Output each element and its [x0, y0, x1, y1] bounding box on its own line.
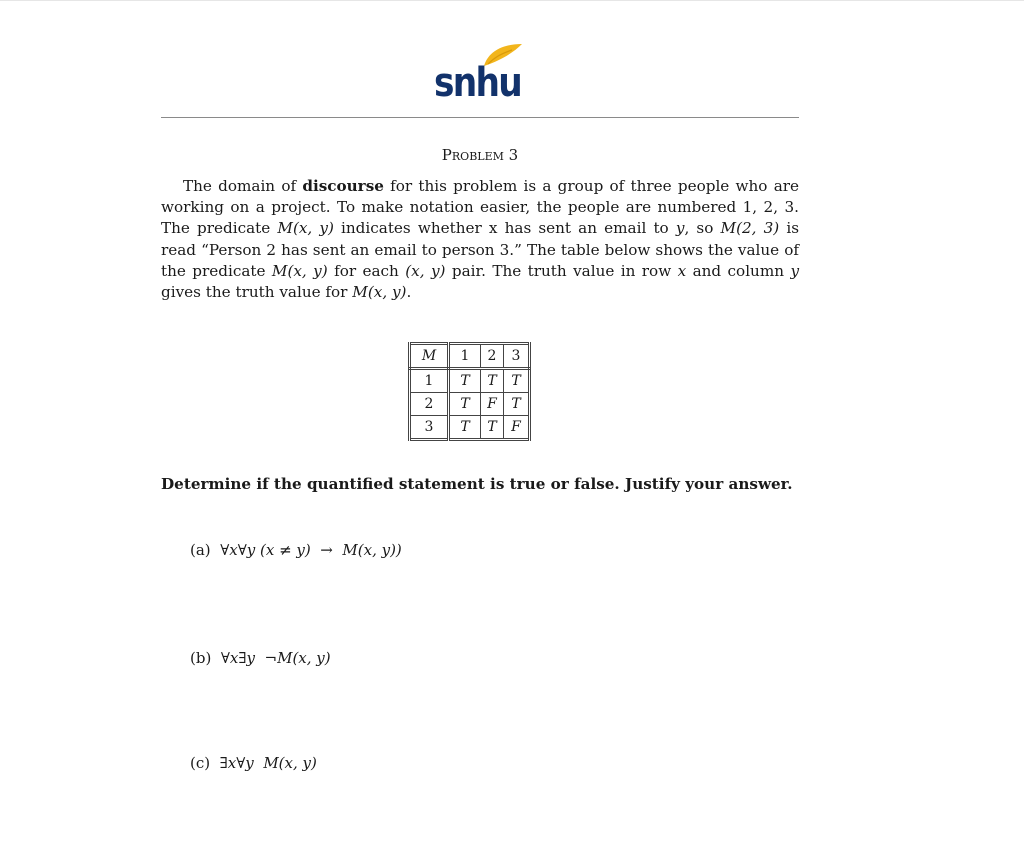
- math-expression: (x, y): [405, 261, 446, 280]
- column-header: 1: [449, 344, 481, 369]
- table-cell: T: [449, 416, 481, 440]
- instruction-text: Determine if the quantified statement is true or false. Justify your answer.: [161, 475, 793, 493]
- table-cell: T: [449, 369, 481, 393]
- discourse-term: discourse: [302, 177, 384, 195]
- table-cell: T: [481, 416, 504, 440]
- table-cell: F: [481, 393, 504, 416]
- math-expression: y: [675, 219, 685, 238]
- table-cell: T: [504, 369, 530, 393]
- table-cell: T: [449, 393, 481, 416]
- table-cell: T: [481, 369, 504, 393]
- problem-heading-word: Problem: [441, 146, 504, 164]
- table-cell: T: [504, 393, 530, 416]
- math-expression: M(2, 3): [720, 219, 780, 238]
- row-header: 3: [410, 416, 449, 440]
- part-label: (a): [190, 541, 211, 559]
- part-label: (b): [190, 649, 212, 667]
- part-a: [190, 541, 402, 559]
- header-rule: [161, 117, 799, 118]
- table-row: [410, 393, 530, 416]
- problem-description: The domain of discourse for this problem is a group of three people who are working on a project. To make notation easier, the people are numbered 1, 2, 3. The predicate M(x, y) indicates whether x has sent an email to y, so M(2, 3) is read “Person 2 has sent an email to person 3.” The table below shows the value of the predicate M(x, y) for each (x, y) pair. The truth value in row x and column y gives the truth value for M(x, y).: [161, 177, 800, 302]
- problem-heading-number: 3: [508, 146, 519, 164]
- page-top-border: [0, 0, 1024, 1]
- table-cell: F: [504, 416, 530, 440]
- part-label: (c): [190, 754, 211, 772]
- column-header: 3: [504, 344, 530, 369]
- truth-value-table: [408, 342, 531, 441]
- part-statement: ∀x∃y ¬M(x, y): [220, 649, 331, 667]
- math-expression: x: [677, 261, 687, 280]
- math-expression: M(x, y): [271, 261, 328, 280]
- table-header-row: [410, 344, 530, 369]
- table-row: [410, 416, 530, 440]
- logo-wordmark: snhu: [434, 60, 522, 106]
- part-b: [190, 649, 331, 667]
- snhu-logo: [434, 40, 524, 106]
- math-expression: M(x, y): [277, 219, 334, 238]
- row-header: 2: [410, 393, 449, 416]
- row-header: 1: [410, 369, 449, 393]
- math-expression: M(x, y): [352, 283, 407, 302]
- column-header: 2: [481, 344, 504, 369]
- table-corner: M: [410, 344, 449, 369]
- part-c: [190, 754, 317, 772]
- math-expression: y: [790, 261, 800, 280]
- part-statement: ∃x∀y M(x, y): [219, 754, 317, 772]
- part-statement: ∀x∀y (x ≠ y) → M(x, y)): [220, 541, 402, 559]
- table-row: [410, 369, 530, 393]
- problem-heading: [0, 146, 960, 164]
